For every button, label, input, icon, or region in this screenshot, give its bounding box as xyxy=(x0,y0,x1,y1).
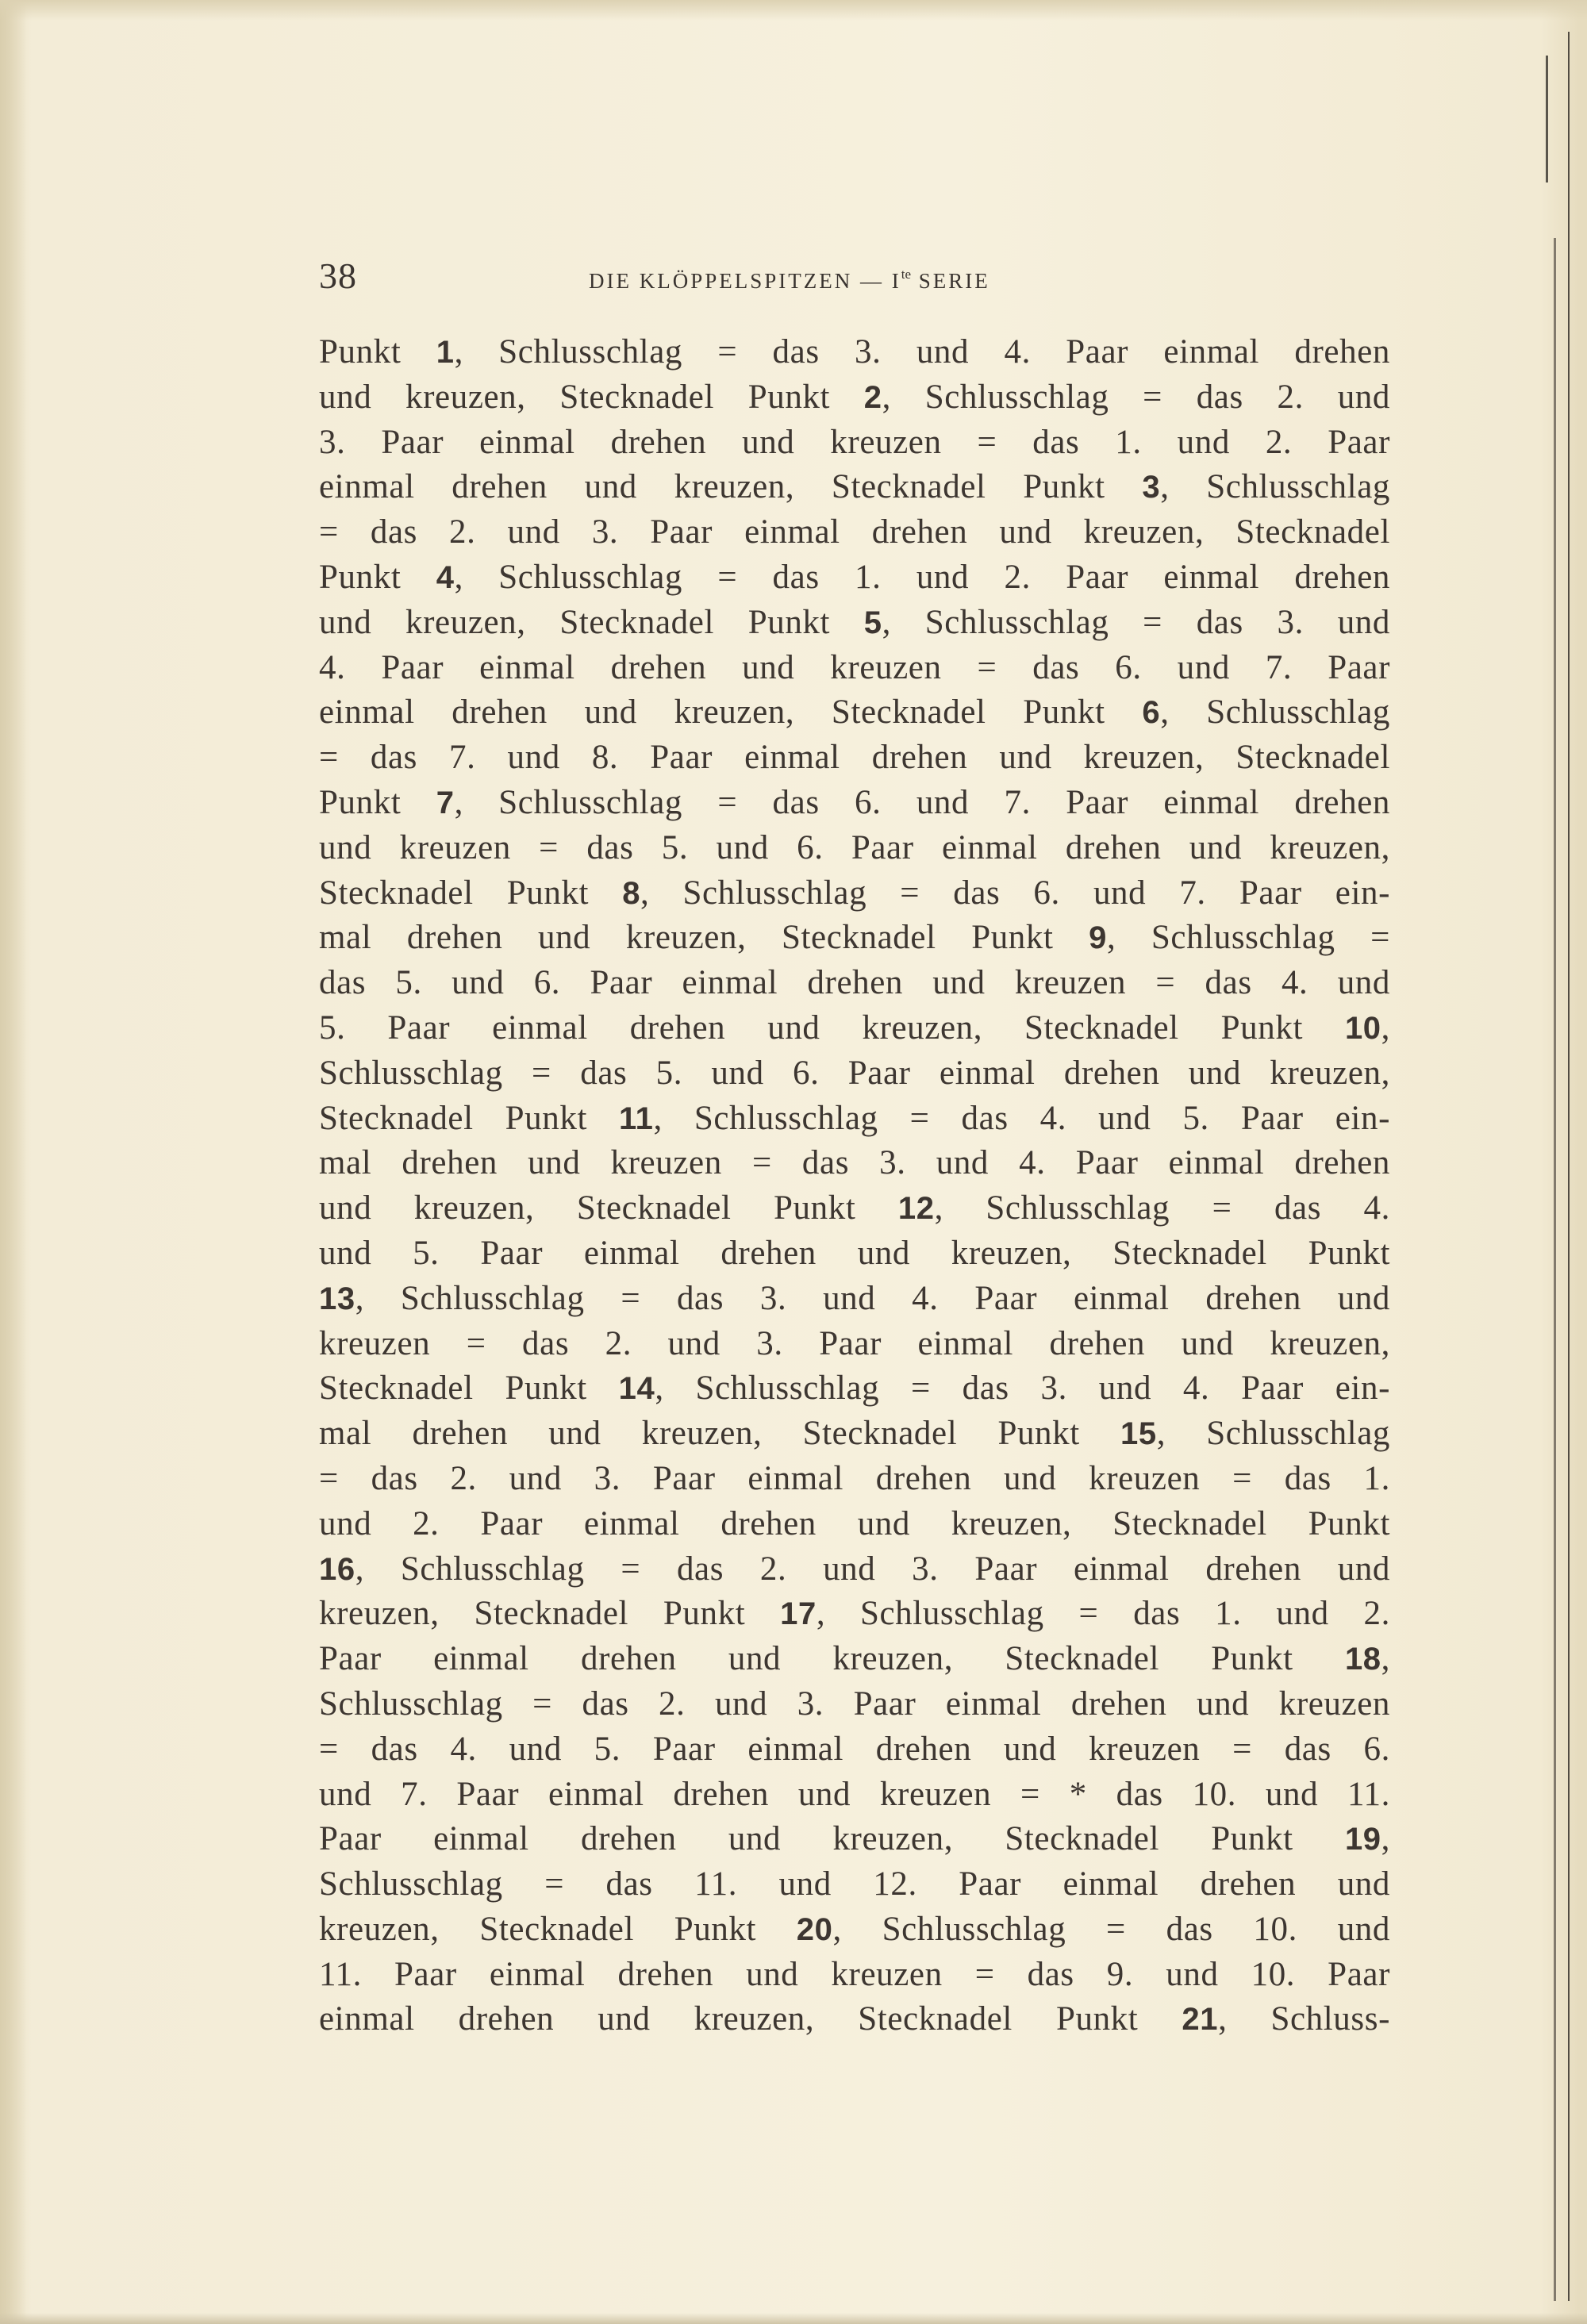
point-number: 1 xyxy=(436,335,455,370)
point-number: 2 xyxy=(863,379,882,415)
text-line: Paar einmal drehen und kreuzen, Stecknadel Punkt 19, xyxy=(319,1820,1390,1858)
text-line: 3. Paar einmal drehen und kreuzen = das 1. und 2. Paar xyxy=(319,423,1390,461)
point-number: 14 xyxy=(618,1371,655,1407)
point-number: 15 xyxy=(1120,1416,1157,1452)
page-edge-line xyxy=(1554,238,1556,2301)
text-line: und kreuzen = das 5. und 6. Paar einmal drehen und kreuzen, xyxy=(319,828,1390,866)
bottom-edge-shadow xyxy=(0,2313,1587,2324)
text-line: Stecknadel Punkt 11, Schlusschlag = das 4. und 5. Paar ein- xyxy=(319,1099,1390,1137)
point-number: 12 xyxy=(897,1191,935,1227)
spine-shadow xyxy=(0,0,27,2324)
point-number: 8 xyxy=(622,875,641,911)
text-line: und 7. Paar einmal drehen und kreuzen = * das 10. und 11. xyxy=(319,1775,1390,1813)
text-line: Punkt 1, Schlusschlag = das 3. und 4. Paar einmal drehen xyxy=(319,333,1390,371)
text-line: mal drehen und kreuzen, Stecknadel Punkt 15, Schlusschlag xyxy=(319,1415,1391,1453)
point-number: 10 xyxy=(1344,1010,1381,1046)
page-number: 38 xyxy=(319,255,357,296)
point-number: 20 xyxy=(796,1911,833,1947)
text-line: kreuzen = das 2. und 3. Paar einmal drehen und kreuzen, xyxy=(319,1324,1390,1362)
text-line: und kreuzen, Stecknadel Punkt 2, Schlusschlag = das 2. und xyxy=(319,378,1390,416)
text-line: einmal drehen und kreuzen, Stecknadel Punkt 6, Schlusschlag xyxy=(319,693,1390,732)
text-line: und 2. Paar einmal drehen und kreuzen, Stecknadel Punkt xyxy=(319,1504,1390,1542)
point-number: 5 xyxy=(863,605,882,640)
text-line: = das 7. und 8. Paar einmal drehen und kreuzen, Stecknadel xyxy=(319,739,1390,777)
point-number: 18 xyxy=(1344,1642,1381,1677)
text-line: das 5. und 6. Paar einmal drehen und kreuzen = das 4. und xyxy=(319,964,1390,1002)
running-head xyxy=(589,259,990,298)
text-line: Schlusschlag = das 2. und 3. Paar einmal drehen und kreuzen xyxy=(319,1684,1390,1723)
point-number: 11 xyxy=(619,1101,654,1136)
text-line: Paar einmal drehen und kreuzen, Stecknadel Punkt 18, xyxy=(319,1640,1390,1678)
text-line: kreuzen, Stecknadel Punkt 17, Schlusschlag = das 1. und 2. xyxy=(319,1595,1390,1633)
running-head-superscript: te xyxy=(901,267,912,282)
text-line: 16, Schlusschlag = das 2. und 3. Paar einmal drehen und xyxy=(319,1550,1390,1588)
text-line: Stecknadel Punkt 8, Schlusschlag = das 6. und 7. Paar ein- xyxy=(319,874,1391,912)
point-number: 9 xyxy=(1089,920,1107,956)
text-line: einmal drehen und kreuzen, Stecknadel Punkt 3, Schlusschlag xyxy=(319,468,1390,506)
text-line: Punkt 7, Schlusschlag = das 6. und 7. Paar einmal drehen xyxy=(319,783,1390,821)
text-line: Punkt 4, Schlusschlag = das 1. und 2. Paar einmal drehen xyxy=(319,558,1390,596)
page-edge-line xyxy=(1546,56,1548,182)
text-line: = das 4. und 5. Paar einmal drehen und kreuzen = das 6. xyxy=(319,1730,1390,1768)
running-head-title: DIE KLÖPPELSPITZEN — I xyxy=(589,269,901,293)
body-text xyxy=(319,330,1390,2042)
point-number: 13 xyxy=(319,1281,355,1316)
text-line: 5. Paar einmal drehen und kreuzen, Stecknadel Punkt 10, xyxy=(319,1008,1390,1047)
point-number: 6 xyxy=(1142,695,1161,731)
running-head-series: SERIE xyxy=(918,269,990,293)
text-line: und kreuzen, Stecknadel Punkt 5, Schlusschlag = das 3. und xyxy=(319,603,1390,641)
text-line: einmal drehen und kreuzen, Stecknadel Punkt 21, Schluss- xyxy=(319,2000,1390,2038)
text-line: = das 2. und 3. Paar einmal drehen und kreuzen, Stecknadel xyxy=(319,513,1390,551)
point-number: 7 xyxy=(436,785,455,820)
top-edge-shadow xyxy=(0,0,1587,21)
point-number: 16 xyxy=(319,1551,355,1587)
point-number: 4 xyxy=(436,559,455,595)
text-line: und kreuzen, Stecknadel Punkt 12, Schlusschlag = das 4. xyxy=(319,1189,1391,1227)
text-line: mal drehen und kreuzen, Stecknadel Punkt 9, Schlusschlag = xyxy=(319,919,1390,957)
text-line: kreuzen, Stecknadel Punkt 20, Schlusschlag = das 10. und xyxy=(319,1910,1390,1948)
text-line: 13, Schlusschlag = das 3. und 4. Paar einmal drehen und xyxy=(319,1279,1390,1317)
point-number: 17 xyxy=(780,1596,817,1632)
text-line: mal drehen und kreuzen = das 3. und 4. Paar einmal drehen xyxy=(319,1144,1390,1182)
page-edge-line xyxy=(1568,32,1570,2301)
text-line: Schlusschlag = das 11. und 12. Paar einmal drehen und xyxy=(319,1865,1390,1903)
text-line: Schlusschlag = das 5. und 6. Paar einmal drehen und kreuzen, xyxy=(319,1054,1390,1092)
point-number: 19 xyxy=(1344,1822,1381,1857)
point-number: 21 xyxy=(1182,2002,1219,2038)
text-line: und 5. Paar einmal drehen und kreuzen, Stecknadel Punkt xyxy=(319,1234,1390,1272)
text-line: 4. Paar einmal drehen und kreuzen = das 6. und 7. Paar xyxy=(319,648,1390,686)
page-header xyxy=(319,252,1390,300)
text-line: = das 2. und 3. Paar einmal drehen und kreuzen = das 1. xyxy=(319,1459,1390,1497)
text-line: Stecknadel Punkt 14, Schlusschlag = das 3. und 4. Paar ein- xyxy=(319,1369,1390,1408)
point-number: 3 xyxy=(1142,470,1161,505)
text-line: 11. Paar einmal drehen und kreuzen = das 9. und 10. Paar xyxy=(319,1955,1390,1993)
